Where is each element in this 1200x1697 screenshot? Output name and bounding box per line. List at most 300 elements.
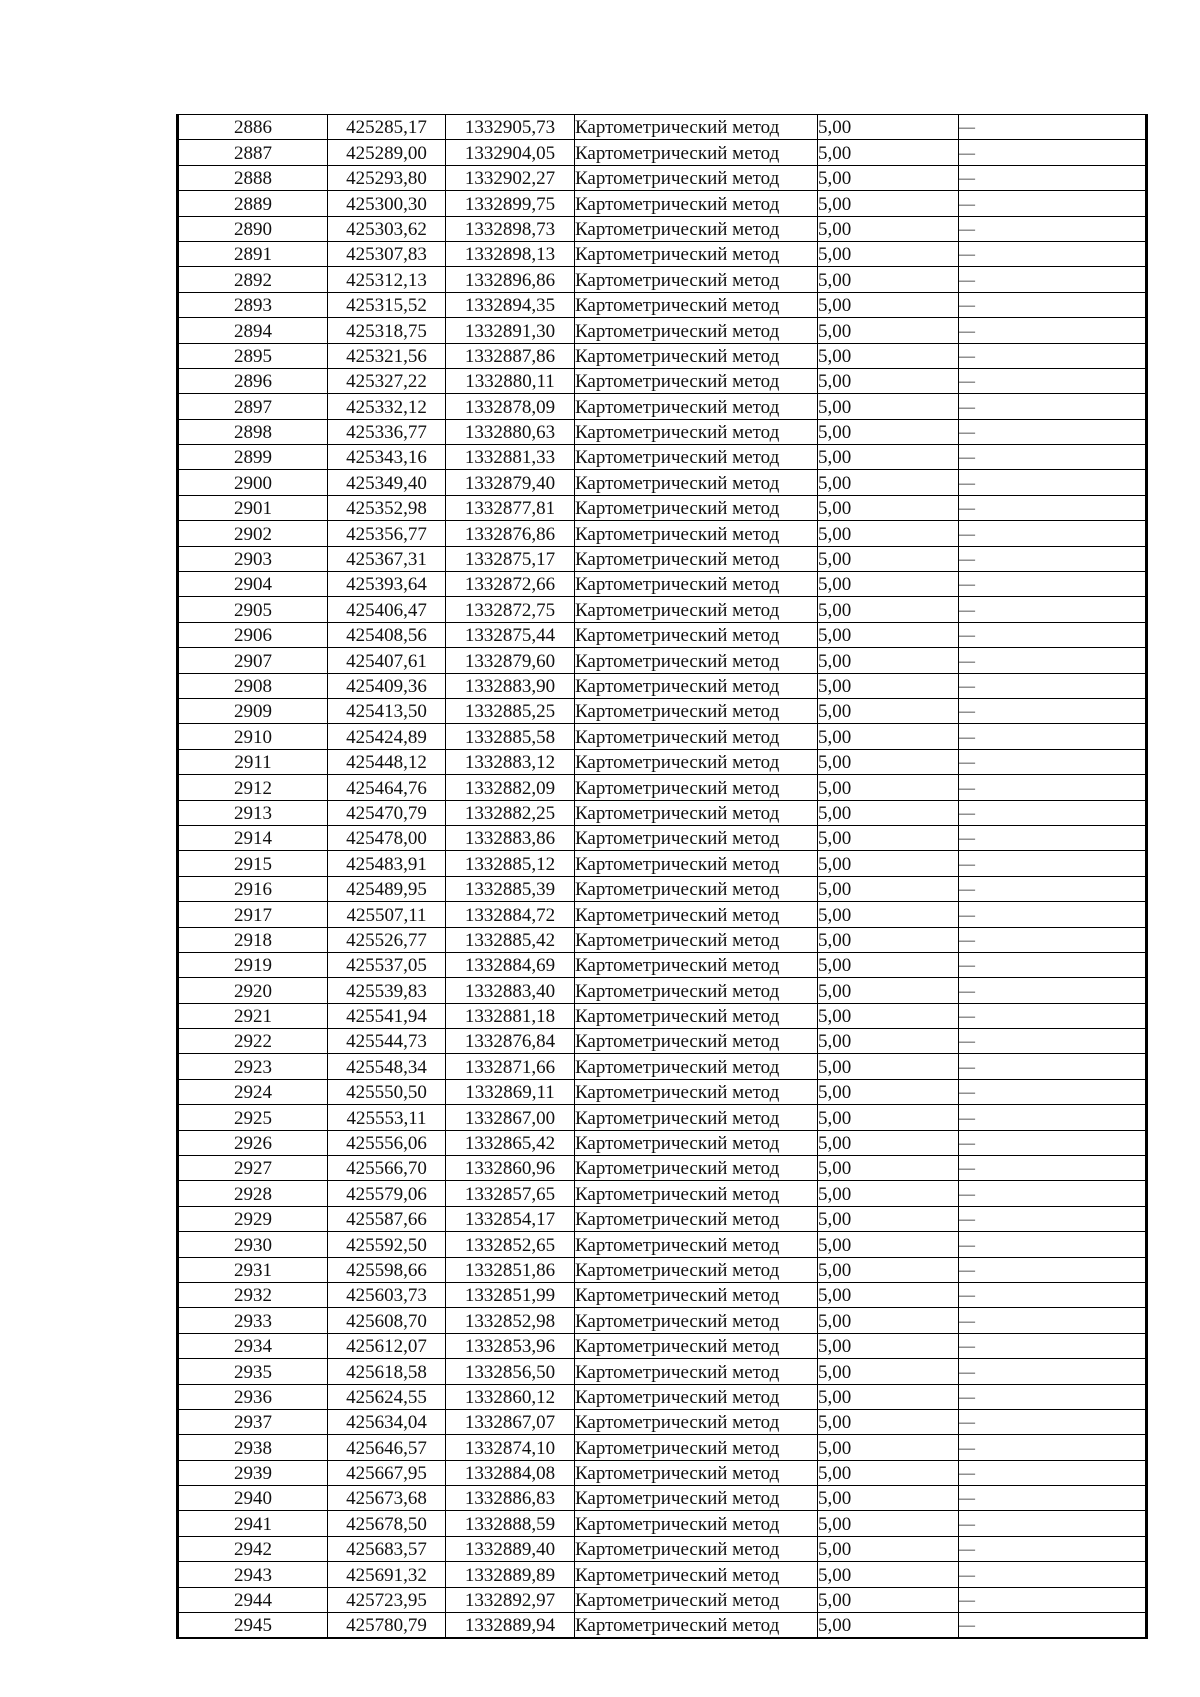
table-row — [178, 1587, 1147, 1612]
x-coordinate-cell: 425409,36 — [328, 673, 446, 698]
x-coordinate-cell: 425553,11 — [328, 1105, 446, 1130]
precision-cell: 5,00 — [818, 470, 959, 495]
table-row — [178, 1359, 1147, 1384]
method-cell: Картометрический метод — [575, 521, 818, 546]
note-cell: — — [959, 1054, 1147, 1079]
precision-cell: 5,00 — [818, 1308, 959, 1333]
method-cell: Картометрический метод — [575, 572, 818, 597]
y-coordinate-cell: 1332882,09 — [446, 775, 575, 800]
precision-cell: 5,00 — [818, 1333, 959, 1358]
x-coordinate-cell: 425470,79 — [328, 800, 446, 825]
point-number-cell: 2932 — [178, 1282, 328, 1307]
y-coordinate-cell: 1332874,10 — [446, 1435, 575, 1460]
note-cell: — — [959, 1206, 1147, 1231]
y-coordinate-cell: 1332851,86 — [446, 1257, 575, 1282]
point-number-cell: 2919 — [178, 952, 328, 977]
y-coordinate-cell: 1332879,60 — [446, 648, 575, 673]
y-coordinate-cell: 1332867,00 — [446, 1105, 575, 1130]
method-cell: Картометрический метод — [575, 648, 818, 673]
precision-cell: 5,00 — [818, 648, 959, 673]
precision-cell: 5,00 — [818, 851, 959, 876]
table-row — [178, 622, 1147, 647]
note-cell: — — [959, 1359, 1147, 1384]
x-coordinate-cell: 425678,50 — [328, 1511, 446, 1536]
y-coordinate-cell: 1332881,18 — [446, 1003, 575, 1028]
method-cell: Картометрический метод — [575, 825, 818, 850]
point-number-cell: 2924 — [178, 1079, 328, 1104]
note-cell: — — [959, 952, 1147, 977]
precision-cell: 5,00 — [818, 1486, 959, 1511]
precision-cell: 5,00 — [818, 597, 959, 622]
y-coordinate-cell: 1332883,40 — [446, 978, 575, 1003]
x-coordinate-cell: 425300,30 — [328, 191, 446, 216]
x-coordinate-cell: 425407,61 — [328, 648, 446, 673]
method-cell: Картометрический метод — [575, 1613, 818, 1639]
point-number-cell: 2902 — [178, 521, 328, 546]
point-number-cell: 2911 — [178, 749, 328, 774]
y-coordinate-cell: 1332875,44 — [446, 622, 575, 647]
table-row — [178, 445, 1147, 470]
point-number-cell: 2925 — [178, 1105, 328, 1130]
y-coordinate-cell: 1332869,11 — [446, 1079, 575, 1104]
y-coordinate-cell: 1332896,86 — [446, 267, 575, 292]
table-row — [178, 851, 1147, 876]
coordinates-table — [176, 114, 1148, 1639]
method-cell: Картометрический метод — [575, 1130, 818, 1155]
note-cell: — — [959, 1156, 1147, 1181]
method-cell: Картометрический метод — [575, 1308, 818, 1333]
note-cell: — — [959, 825, 1147, 850]
note-cell: — — [959, 165, 1147, 190]
precision-cell: 5,00 — [818, 445, 959, 470]
note-cell: — — [959, 318, 1147, 343]
table-row — [178, 318, 1147, 343]
method-cell: Картометрический метод — [575, 1435, 818, 1460]
note-cell: — — [959, 902, 1147, 927]
note-cell: — — [959, 1435, 1147, 1460]
x-coordinate-cell: 425406,47 — [328, 597, 446, 622]
y-coordinate-cell: 1332884,72 — [446, 902, 575, 927]
precision-cell: 5,00 — [818, 368, 959, 393]
point-number-cell: 2939 — [178, 1460, 328, 1485]
note-cell: — — [959, 267, 1147, 292]
note-cell: — — [959, 1003, 1147, 1028]
point-number-cell: 2895 — [178, 343, 328, 368]
precision-cell: 5,00 — [818, 673, 959, 698]
x-coordinate-cell: 425550,50 — [328, 1079, 446, 1104]
method-cell: Картометрический метод — [575, 1206, 818, 1231]
precision-cell: 5,00 — [818, 1156, 959, 1181]
table-row — [178, 673, 1147, 698]
note-cell: — — [959, 1409, 1147, 1434]
note-cell: — — [959, 191, 1147, 216]
y-coordinate-cell: 1332892,97 — [446, 1587, 575, 1612]
table-row — [178, 343, 1147, 368]
y-coordinate-cell: 1332860,12 — [446, 1384, 575, 1409]
point-number-cell: 2898 — [178, 419, 328, 444]
method-cell: Картометрический метод — [575, 1079, 818, 1104]
y-coordinate-cell: 1332889,89 — [446, 1562, 575, 1587]
method-cell: Картометрический метод — [575, 394, 818, 419]
precision-cell: 5,00 — [818, 1562, 959, 1587]
method-cell: Картометрический метод — [575, 1460, 818, 1485]
table-row — [178, 902, 1147, 927]
x-coordinate-cell: 425424,89 — [328, 724, 446, 749]
point-number-cell: 2906 — [178, 622, 328, 647]
precision-cell: 5,00 — [818, 775, 959, 800]
y-coordinate-cell: 1332883,86 — [446, 825, 575, 850]
point-number-cell: 2896 — [178, 368, 328, 393]
precision-cell: 5,00 — [818, 1384, 959, 1409]
point-number-cell: 2921 — [178, 1003, 328, 1028]
note-cell: — — [959, 1460, 1147, 1485]
table-row — [178, 191, 1147, 216]
note-cell: — — [959, 1029, 1147, 1054]
y-coordinate-cell: 1332898,73 — [446, 216, 575, 241]
precision-cell: 5,00 — [818, 1054, 959, 1079]
x-coordinate-cell: 425646,57 — [328, 1435, 446, 1460]
note-cell: — — [959, 749, 1147, 774]
precision-cell: 5,00 — [818, 1282, 959, 1307]
x-coordinate-cell: 425413,50 — [328, 698, 446, 723]
note-cell: — — [959, 1511, 1147, 1536]
table-row — [178, 978, 1147, 1003]
table-row — [178, 800, 1147, 825]
note-cell: — — [959, 851, 1147, 876]
table-row — [178, 216, 1147, 241]
note-cell: — — [959, 648, 1147, 673]
note-cell: — — [959, 927, 1147, 952]
x-coordinate-cell: 425556,06 — [328, 1130, 446, 1155]
x-coordinate-cell: 425634,04 — [328, 1409, 446, 1434]
note-cell: — — [959, 368, 1147, 393]
point-number-cell: 2936 — [178, 1384, 328, 1409]
note-cell: — — [959, 445, 1147, 470]
precision-cell: 5,00 — [818, 1409, 959, 1434]
note-cell: — — [959, 140, 1147, 165]
x-coordinate-cell: 425448,12 — [328, 749, 446, 774]
y-coordinate-cell: 1332865,42 — [446, 1130, 575, 1155]
table-row — [178, 1562, 1147, 1587]
x-coordinate-cell: 425318,75 — [328, 318, 446, 343]
method-cell: Картометрический метод — [575, 1486, 818, 1511]
x-coordinate-cell: 425548,34 — [328, 1054, 446, 1079]
table-row — [178, 292, 1147, 317]
point-number-cell: 2891 — [178, 241, 328, 266]
note-cell: — — [959, 1181, 1147, 1206]
method-cell: Картометрический метод — [575, 241, 818, 266]
table-row — [178, 140, 1147, 165]
y-coordinate-cell: 1332880,11 — [446, 368, 575, 393]
x-coordinate-cell: 425356,77 — [328, 521, 446, 546]
table-row — [178, 749, 1147, 774]
point-number-cell: 2887 — [178, 140, 328, 165]
precision-cell: 5,00 — [818, 1130, 959, 1155]
x-coordinate-cell: 425408,56 — [328, 622, 446, 647]
point-number-cell: 2926 — [178, 1130, 328, 1155]
point-number-cell: 2901 — [178, 495, 328, 520]
precision-cell: 5,00 — [818, 1435, 959, 1460]
y-coordinate-cell: 1332886,83 — [446, 1486, 575, 1511]
table-row — [178, 597, 1147, 622]
y-coordinate-cell: 1332880,63 — [446, 419, 575, 444]
y-coordinate-cell: 1332854,17 — [446, 1206, 575, 1231]
y-coordinate-cell: 1332889,94 — [446, 1613, 575, 1639]
method-cell: Картометрический метод — [575, 1282, 818, 1307]
note-cell: — — [959, 698, 1147, 723]
point-number-cell: 2941 — [178, 1511, 328, 1536]
y-coordinate-cell: 1332872,66 — [446, 572, 575, 597]
y-coordinate-cell: 1332851,99 — [446, 1282, 575, 1307]
table-row — [178, 825, 1147, 850]
table-row — [178, 1156, 1147, 1181]
method-cell: Картометрический метод — [575, 952, 818, 977]
precision-cell: 5,00 — [818, 1029, 959, 1054]
y-coordinate-cell: 1332885,25 — [446, 698, 575, 723]
point-number-cell: 2905 — [178, 597, 328, 622]
precision-cell: 5,00 — [818, 1613, 959, 1639]
note-cell: — — [959, 394, 1147, 419]
table-row — [178, 1105, 1147, 1130]
precision-cell: 5,00 — [818, 952, 959, 977]
x-coordinate-cell: 425312,13 — [328, 267, 446, 292]
note-cell: — — [959, 724, 1147, 749]
y-coordinate-cell: 1332885,12 — [446, 851, 575, 876]
point-number-cell: 2940 — [178, 1486, 328, 1511]
precision-cell: 5,00 — [818, 1232, 959, 1257]
x-coordinate-cell: 425603,73 — [328, 1282, 446, 1307]
method-cell: Картометрический метод — [575, 597, 818, 622]
x-coordinate-cell: 425673,68 — [328, 1486, 446, 1511]
x-coordinate-cell: 425507,11 — [328, 902, 446, 927]
method-cell: Картометрический метод — [575, 191, 818, 216]
y-coordinate-cell: 1332904,05 — [446, 140, 575, 165]
method-cell: Картометрический метод — [575, 1029, 818, 1054]
y-coordinate-cell: 1332899,75 — [446, 191, 575, 216]
precision-cell: 5,00 — [818, 572, 959, 597]
y-coordinate-cell: 1332860,96 — [446, 1156, 575, 1181]
note-cell: — — [959, 1130, 1147, 1155]
note-cell: — — [959, 1257, 1147, 1282]
table-row — [178, 927, 1147, 952]
note-cell: — — [959, 673, 1147, 698]
method-cell: Картометрический метод — [575, 216, 818, 241]
y-coordinate-cell: 1332867,07 — [446, 1409, 575, 1434]
table-row — [178, 1232, 1147, 1257]
point-number-cell: 2937 — [178, 1409, 328, 1434]
y-coordinate-cell: 1332883,90 — [446, 673, 575, 698]
table-row — [178, 241, 1147, 266]
y-coordinate-cell: 1332852,65 — [446, 1232, 575, 1257]
x-coordinate-cell: 425598,66 — [328, 1257, 446, 1282]
x-coordinate-cell: 425539,83 — [328, 978, 446, 1003]
y-coordinate-cell: 1332877,81 — [446, 495, 575, 520]
method-cell: Картометрический метод — [575, 140, 818, 165]
note-cell: — — [959, 1536, 1147, 1561]
point-number-cell: 2888 — [178, 165, 328, 190]
note-cell: — — [959, 1384, 1147, 1409]
precision-cell: 5,00 — [818, 165, 959, 190]
method-cell: Картометрический метод — [575, 546, 818, 571]
x-coordinate-cell: 425587,66 — [328, 1206, 446, 1231]
method-cell: Картометрический метод — [575, 978, 818, 1003]
method-cell: Картометрический метод — [575, 876, 818, 901]
table-row — [178, 572, 1147, 597]
note-cell: — — [959, 546, 1147, 571]
note-cell: — — [959, 241, 1147, 266]
method-cell: Картометрический метод — [575, 622, 818, 647]
x-coordinate-cell: 425315,52 — [328, 292, 446, 317]
x-coordinate-cell: 425478,00 — [328, 825, 446, 850]
table-row — [178, 419, 1147, 444]
note-cell: — — [959, 292, 1147, 317]
table-row — [178, 546, 1147, 571]
method-cell: Картометрический метод — [575, 698, 818, 723]
y-coordinate-cell: 1332884,08 — [446, 1460, 575, 1485]
y-coordinate-cell: 1332881,33 — [446, 445, 575, 470]
point-number-cell: 2943 — [178, 1562, 328, 1587]
point-number-cell: 2908 — [178, 673, 328, 698]
precision-cell: 5,00 — [818, 267, 959, 292]
note-cell: — — [959, 1587, 1147, 1612]
x-coordinate-cell: 425683,57 — [328, 1536, 446, 1561]
x-coordinate-cell: 425489,95 — [328, 876, 446, 901]
note-cell: — — [959, 800, 1147, 825]
table-row — [178, 165, 1147, 190]
x-coordinate-cell: 425612,07 — [328, 1333, 446, 1358]
precision-cell: 5,00 — [818, 318, 959, 343]
x-coordinate-cell: 425780,79 — [328, 1613, 446, 1639]
precision-cell: 5,00 — [818, 622, 959, 647]
note-cell: — — [959, 876, 1147, 901]
table-row — [178, 1029, 1147, 1054]
y-coordinate-cell: 1332876,84 — [446, 1029, 575, 1054]
x-coordinate-cell: 425618,58 — [328, 1359, 446, 1384]
table-row — [178, 1282, 1147, 1307]
note-cell: — — [959, 1079, 1147, 1104]
precision-cell: 5,00 — [818, 1359, 959, 1384]
precision-cell: 5,00 — [818, 241, 959, 266]
point-number-cell: 2894 — [178, 318, 328, 343]
note-cell: — — [959, 521, 1147, 546]
method-cell: Картометрический метод — [575, 775, 818, 800]
x-coordinate-cell: 425289,00 — [328, 140, 446, 165]
note-cell: — — [959, 1562, 1147, 1587]
table-row — [178, 775, 1147, 800]
x-coordinate-cell: 425336,77 — [328, 419, 446, 444]
y-coordinate-cell: 1332894,35 — [446, 292, 575, 317]
table-row — [178, 470, 1147, 495]
precision-cell: 5,00 — [818, 978, 959, 1003]
precision-cell: 5,00 — [818, 1460, 959, 1485]
precision-cell: 5,00 — [818, 546, 959, 571]
x-coordinate-cell: 425343,16 — [328, 445, 446, 470]
precision-cell: 5,00 — [818, 419, 959, 444]
y-coordinate-cell: 1332889,40 — [446, 1536, 575, 1561]
point-number-cell: 2912 — [178, 775, 328, 800]
table-row — [178, 1054, 1147, 1079]
precision-cell: 5,00 — [818, 1536, 959, 1561]
method-cell: Картометрический метод — [575, 1054, 818, 1079]
precision-cell: 5,00 — [818, 1079, 959, 1104]
table-row — [178, 1206, 1147, 1231]
note-cell: — — [959, 1308, 1147, 1333]
precision-cell: 5,00 — [818, 216, 959, 241]
note-cell: — — [959, 470, 1147, 495]
precision-cell: 5,00 — [818, 825, 959, 850]
method-cell: Картометрический метод — [575, 902, 818, 927]
table-row — [178, 115, 1147, 140]
table-row — [178, 1308, 1147, 1333]
note-cell: — — [959, 419, 1147, 444]
method-cell: Картометрический метод — [575, 1384, 818, 1409]
precision-cell: 5,00 — [818, 521, 959, 546]
y-coordinate-cell: 1332871,66 — [446, 1054, 575, 1079]
point-number-cell: 2889 — [178, 191, 328, 216]
table-row — [178, 1384, 1147, 1409]
y-coordinate-cell: 1332882,25 — [446, 800, 575, 825]
point-number-cell: 2890 — [178, 216, 328, 241]
method-cell: Картометрический метод — [575, 165, 818, 190]
method-cell: Картометрический метод — [575, 927, 818, 952]
point-number-cell: 2886 — [178, 115, 328, 140]
table-body — [178, 115, 1147, 1639]
x-coordinate-cell: 425303,62 — [328, 216, 446, 241]
point-number-cell: 2918 — [178, 927, 328, 952]
precision-cell: 5,00 — [818, 876, 959, 901]
point-number-cell: 2928 — [178, 1181, 328, 1206]
precision-cell: 5,00 — [818, 749, 959, 774]
point-number-cell: 2927 — [178, 1156, 328, 1181]
y-coordinate-cell: 1332905,73 — [446, 115, 575, 140]
x-coordinate-cell: 425537,05 — [328, 952, 446, 977]
x-coordinate-cell: 425293,80 — [328, 165, 446, 190]
y-coordinate-cell: 1332879,40 — [446, 470, 575, 495]
table-row — [178, 876, 1147, 901]
x-coordinate-cell: 425327,22 — [328, 368, 446, 393]
point-number-cell: 2915 — [178, 851, 328, 876]
point-number-cell: 2933 — [178, 1308, 328, 1333]
x-coordinate-cell: 425352,98 — [328, 495, 446, 520]
y-coordinate-cell: 1332888,59 — [446, 1511, 575, 1536]
note-cell: — — [959, 572, 1147, 597]
x-coordinate-cell: 425691,32 — [328, 1562, 446, 1587]
note-cell: — — [959, 1613, 1147, 1639]
method-cell: Картометрический метод — [575, 1536, 818, 1561]
precision-cell: 5,00 — [818, 1181, 959, 1206]
table-row — [178, 368, 1147, 393]
table-row — [178, 521, 1147, 546]
x-coordinate-cell: 425285,17 — [328, 115, 446, 140]
note-cell: — — [959, 775, 1147, 800]
x-coordinate-cell: 425349,40 — [328, 470, 446, 495]
note-cell: — — [959, 1282, 1147, 1307]
x-coordinate-cell: 425592,50 — [328, 1232, 446, 1257]
table-row — [178, 394, 1147, 419]
y-coordinate-cell: 1332857,65 — [446, 1181, 575, 1206]
note-cell: — — [959, 1333, 1147, 1358]
method-cell: Картометрический метод — [575, 470, 818, 495]
precision-cell: 5,00 — [818, 191, 959, 216]
x-coordinate-cell: 425307,83 — [328, 241, 446, 266]
y-coordinate-cell: 1332853,96 — [446, 1333, 575, 1358]
x-coordinate-cell: 425608,70 — [328, 1308, 446, 1333]
method-cell: Картометрический метод — [575, 445, 818, 470]
method-cell: Картометрический метод — [575, 1587, 818, 1612]
point-number-cell: 2909 — [178, 698, 328, 723]
point-number-cell: 2903 — [178, 546, 328, 571]
x-coordinate-cell: 425667,95 — [328, 1460, 446, 1485]
